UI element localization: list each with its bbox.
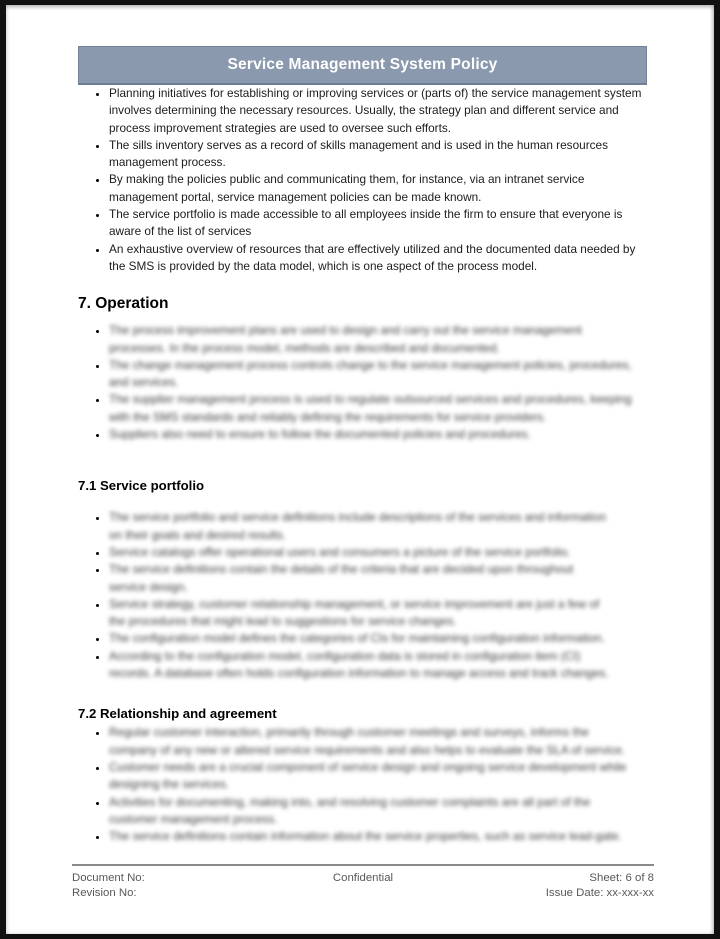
section-heading-operation: 7. Operation bbox=[78, 295, 169, 313]
bullet-text: The service portfolio is made accessible to all employees inside the firm to ensure that everyone is aware of the list of services bbox=[109, 207, 623, 239]
bullet-text: • The configuration model defines the categories of CIs for maintaining configuration information. bbox=[109, 631, 605, 646]
section-heading-service-portfolio: 7.1 Service portfolio bbox=[78, 478, 205, 494]
bullet-text: • According to the configuration model, configuration data is stored in configuration item (CI) records. A database often holds configuration information to manage access and track changes. bbox=[109, 648, 609, 681]
bullet-item bbox=[108, 426, 647, 443]
section-heading-relationship-agreement: 7.2 Relationship and agreement bbox=[78, 706, 277, 722]
footer-confidential-label: Confidential bbox=[332, 871, 394, 884]
page-footer bbox=[72, 864, 654, 902]
bullet-text: By making the policies public and communicating them, for instance, via an intranet service management portal, service management policies can be made known. bbox=[109, 172, 585, 204]
document-content bbox=[6, 5, 714, 845]
footer-left bbox=[72, 871, 333, 902]
bullet-text: • Customer needs are a crucial component of service design and ongoing service development while designing the services. bbox=[109, 759, 627, 792]
bullet-item bbox=[108, 828, 647, 845]
footer-revision-no-label: Revision No: bbox=[72, 887, 137, 900]
operation-bullet-list bbox=[78, 322, 647, 443]
bullet-item bbox=[108, 561, 647, 596]
bullet-item bbox=[108, 171, 647, 206]
document-page bbox=[6, 5, 714, 934]
bullet-text: • Suppliers also need to ensure to follow the documented policies and procedures. bbox=[109, 427, 531, 442]
bullet-item bbox=[108, 759, 647, 794]
bullet-item bbox=[108, 630, 647, 647]
document-title: Service Management System Policy bbox=[227, 56, 498, 73]
intro-bullet-list bbox=[78, 85, 647, 275]
document-title-banner bbox=[78, 46, 647, 85]
bullet-text: • The process improvement plans are used to design and carry out the service management processes. In the process model, methods are described and documented. bbox=[109, 323, 582, 355]
bullet-item bbox=[108, 241, 647, 276]
bullet-item bbox=[108, 322, 647, 357]
bullet-item bbox=[108, 596, 647, 631]
bullet-text: Planning initiatives for establishing or improving services or (parts of) the service management system involves determining the necessary resources. Usually, the strategy plan and different service and process improvement strategies are used to oversee such efforts. bbox=[109, 86, 642, 135]
bullet-item bbox=[108, 391, 647, 426]
bullet-text: An exhaustive overview of resources that are effectively utilized and the documented data needed by the SMS is provided by the data model, which is one aspect of the process model. bbox=[109, 241, 636, 273]
bullet-text: • Regular customer interaction, primarily through customer meetings and surveys, informs the company of any new or altered service requirements and also helps to evaluate the SLA of service. bbox=[109, 725, 626, 757]
bullet-text: • The service portfolio and service definitions include descriptions of the services and information on their goals and desired results. bbox=[109, 510, 607, 542]
bullet-item bbox=[108, 544, 647, 561]
footer-grid bbox=[72, 871, 654, 902]
footer-right bbox=[393, 871, 654, 902]
bullet-item bbox=[108, 648, 647, 683]
bullet-item bbox=[108, 357, 647, 392]
footer-document-no-label: Document No: bbox=[72, 871, 145, 884]
bullet-text: • Activities for documenting, making into, and resolving customer complaints are all part of the customer management process. bbox=[109, 794, 591, 826]
footer-sheet-number: Sheet: 6 of 8 bbox=[589, 871, 654, 884]
bullet-item bbox=[108, 206, 647, 241]
bullet-text: • The supplier management process is used to regulate outsourced services and procedures, keeping with the SMS standards and reliably defining the requirements for service providers. bbox=[109, 392, 632, 424]
bullet-item bbox=[108, 137, 647, 172]
bullet-item bbox=[108, 509, 647, 544]
bullet-item bbox=[108, 794, 647, 829]
bullet-text: • The service definitions contain information about the service properties, such as service lead-gate. bbox=[109, 829, 622, 844]
service-portfolio-bullet-list bbox=[78, 509, 647, 682]
bullet-text: • The service definitions contain the details of the criteria that are decided upon throughout service design. bbox=[109, 562, 574, 594]
bullet-item bbox=[108, 85, 647, 137]
bullet-text: The sills inventory serves as a record of skills management and is used in the human resources management process. bbox=[109, 137, 608, 170]
footer-issue-date: Issue Date: xx-xxx-xx bbox=[545, 887, 654, 900]
bullet-item bbox=[108, 724, 647, 759]
bullet-text: • Service catalogs offer operational users and consumers a picture of the service portfolio. bbox=[109, 544, 571, 559]
bullet-text: • The change management process controls change to the service management policies, procedures, and services. bbox=[109, 357, 632, 390]
relationship-agreement-bullet-list bbox=[78, 724, 647, 845]
bullet-text: • Service strategy, customer relationship management, or service improvement are just a few of the procedures that might lead to suggestions for service changes. bbox=[109, 596, 600, 629]
footer-divider bbox=[72, 864, 654, 866]
